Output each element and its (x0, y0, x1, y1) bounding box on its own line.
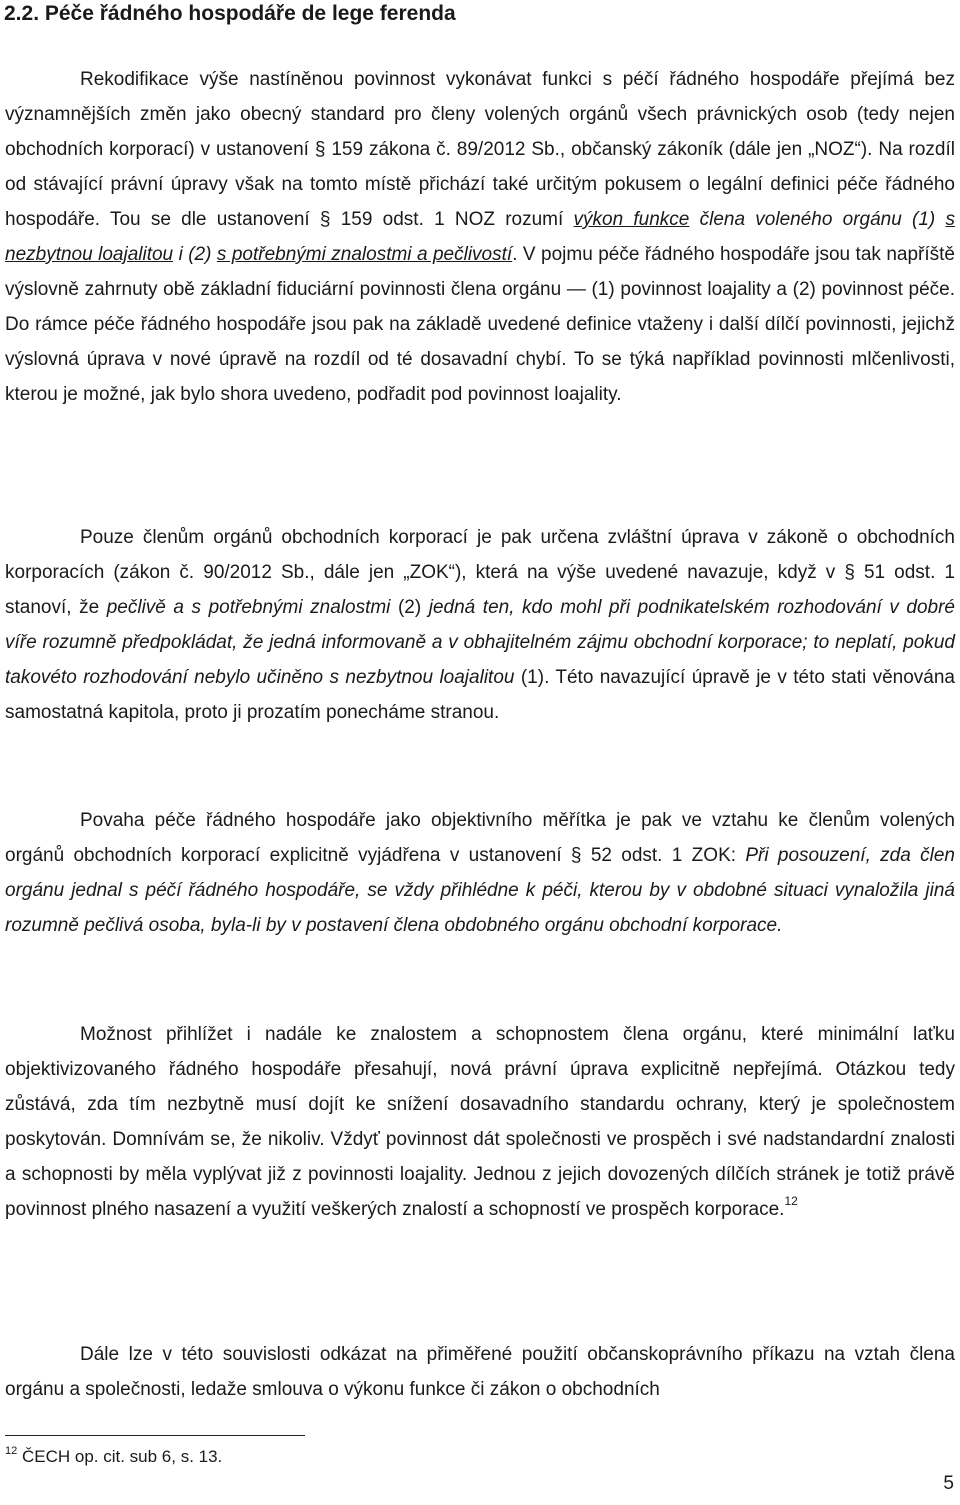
paragraph-2: Pouze členům orgánů obchodních korporací je pak určena zvláštní úprava v zákoně o obchodních korporacích (zákon č. 90/2012 Sb., dále jen „ZOK“), která na výše uvedené navazuje, když v § 51 odst. 1 stanoví, že pečlivě a s potřebnými znalostmi (2) jedná ten, kdo mohl při podnikatelském rozhodování v dobré víře rozumně předpokládat, že jedná informovaně a v obhajitelném zájmu obchodní korporace; to neplatí, pokud takovéto rozhodování nebylo učiněno s nezbytnou loajalitou (1). Této navazující úpravě je v této stati věnována samostatná kapitola, proto ji prozatím ponecháme stranou. (5, 527, 955, 723)
emphasis-vykon-funkce: výkon funkce (573, 209, 690, 230)
quote-business-judgement: jedná ten, kdo mohl při podnikatelském rozhodování v dobré víře rozumně předpokládat, že jedná informovaně a v obhajitelném zájmu obchodní korporace; to neplatí, pokud takovéto rozhodování nebylo učiněno s nezbytnou loajalitou (5, 597, 955, 688)
section-heading: 2.2. Péče řádného hospodáře de lege ferenda (4, 2, 456, 25)
footnote: $^{12}$ ČECH op. cit. sub 6, s. 13. (5, 1445, 223, 1466)
emphasis-loajalita: s nezbytnou loajalitou (5, 209, 955, 265)
page-number: 5 (943, 1473, 954, 1494)
quote-zok-52: Při posouzení, zda člen orgánu jednal s péčí řádného hospodáře, se vždy přihlédne k péči, kterou by v obdobné situaci vynaložila jiná rozumně pečlivá osoba, byla-li by v postavení člena obdobného orgánu obchodní korporace. (5, 845, 955, 936)
footnote-ref[interactable]: 12 (784, 1194, 798, 1208)
footnote-number: 12 (5, 1445, 18, 1457)
paragraph-4: Možnost přihlížet i nadále ke znalostem a schopnostem člena orgánu, které minimální laťku objektivizovaného řádného hospodáře přesahují, nová právní úprava explicitně nepřejímá. Otázkou tedy zůstává, zda tím nezbytně musí dojít ke snížení dosavadního standardu ochrany, který je společnostem poskytován. Domnívám se, že nikoliv. Vždyť povinnost dát společnosti ve prospěch i své nadstandardní znalosti a schopnosti by měla vyplývat již z povinnosti loajality. Jednou z jejich dovozených dílčích stránek je totiž právě povinnost plného nasazení a využití veškerých znalostí a schopností ve prospěch korporace.$^{12}$ (5, 1024, 955, 1220)
emphasis-znalosti: s potřebnými znalostmi a pečlivostí (216, 244, 513, 265)
footnote-divider (5, 1435, 305, 1436)
paragraph-5: Dále lze v této souvislosti odkázat na přiměřené použití občanskoprávního příkazu na vztah člena orgánu a společnosti, ledaže smlouva o výkonu funkce či zákon o obchodních (5, 1344, 955, 1400)
paragraph-1: Rekodifikace výše nastíněnou povinnost vykonávat funkci s péčí řádného hospodáře přejímá bez významnějších změn jako obecný standard pro členy volených orgánů všech právnických osob (tedy nejen obchodních korporací) v ustanovení § 159 zákona č. 89/2012 Sb., občanský zákoník (dále jen „NOZ“). Na rozdíl od stávající právní úpravy však na tomto místě přichází také určitým pokusem o legální definici péče řádného hospodáře. Tou se dle ustanovení § 159 odst. 1 NOZ rozumí výkon funkce člena voleného orgánu (1) s nezbytnou loajalitou i (2) s potřebnými znalostmi a pečlivostí. V pojmu péče řádného hospodáře jsou tak napříště výslovně zahrnuty obě základní fiduciární povinnosti člena orgánu — (1) povinnost loajality a (2) povinnost péče. Do rámce péče řádného hospodáře jsou pak na základě uvedené definice vtaženy i další dílčí povinnosti, jejichž výslovná úprava v nové úpravě na rozdíl od té dosavadní chybí. To se týká například povinnosti mlčenlivosti, kterou je možné, jak bylo shora uvedeno, podřadit pod povinnost loajality. (5, 69, 956, 405)
paragraph-3: Povaha péče řádného hospodáře jako objektivního měřítka je pak ve vztahu ke členům volených orgánů obchodních korporací explicitně vyjádřena v ustanovení § 52 odst. 1 ZOK: Při posouzení, zda člen orgánu jednal s péčí řádného hospodáře, se vždy přihlédne k péči, kterou by v obdobné situaci vynaložila jiná rozumně pečlivá osoba, byla-li by v postavení člena obdobného orgánu obchodní korporace. (5, 810, 955, 936)
